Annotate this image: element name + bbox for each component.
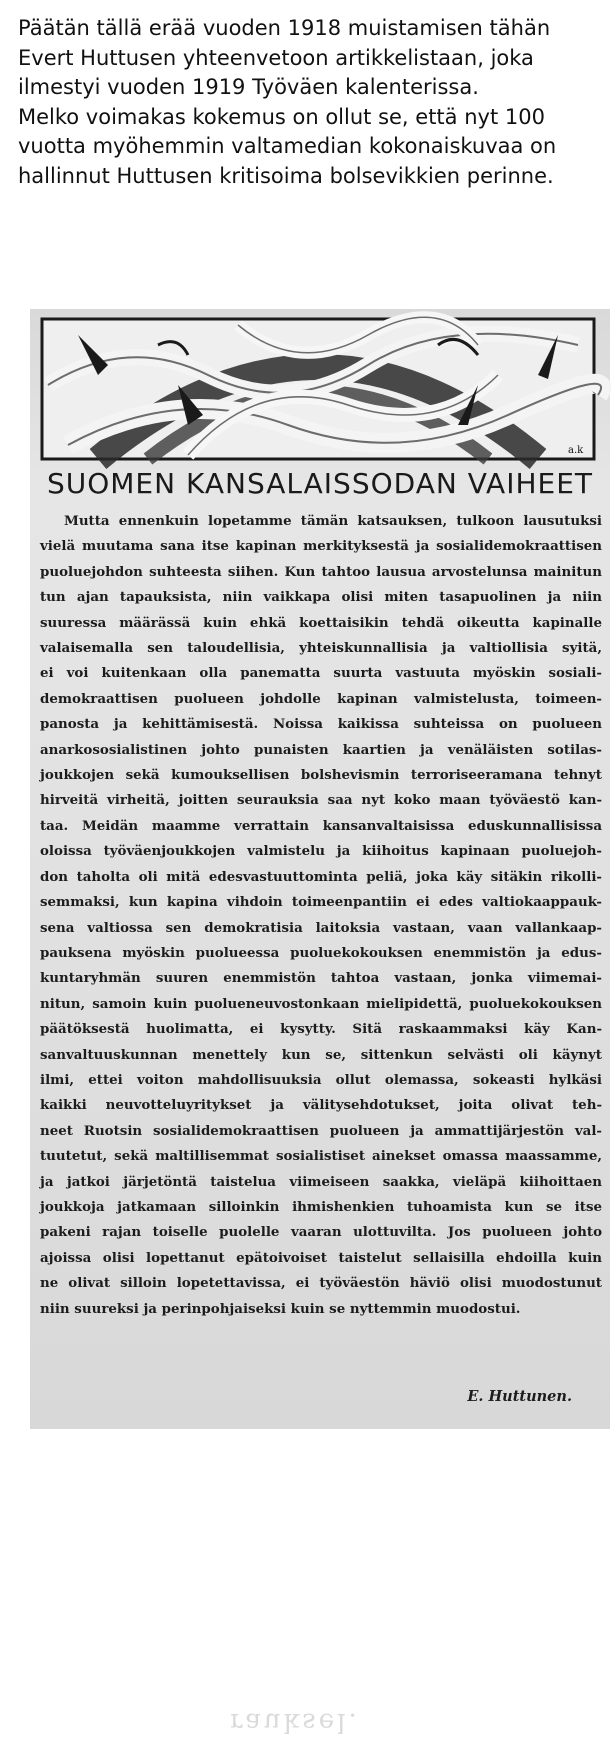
article-line: ja jatkoi järjetöntä taistelua viimeiseen saakka, vieläpä kiihoittaen: [40, 1173, 602, 1190]
article-line: pauksena myöskin puolueessa puoluekokouksen enemmistön ja edus-: [40, 944, 602, 961]
article-line: demokraattisen puolueen johdolle kapinan valmistelusta, toimeen-: [40, 690, 602, 707]
article-line: don taholta oli mitä edesvastuuttominta peliä, joka käy sitäkin rikolli-: [40, 868, 602, 885]
intro-paragraph-2: Melko voimakas kokemus on ollut se, että nyt 100 vuotta myöhemmin valtamedian kokonaiskuvaa on hallinnut Huttusen kritisoima bolsevikkien perinne.: [18, 104, 557, 188]
article-line: ne olivat silloin lopetettavissa, ei työväestön häviö olisi muodostunut: [40, 1275, 602, 1292]
article-line: joukkojen sekä kumouksellisen bolshevismin terroriseeramana tehnyt: [40, 767, 602, 784]
banner-monogram: a.k: [568, 445, 584, 456]
article-line: neet Ruotsin sosialidemokraattisen puolueen ja ammattijärjestön val-: [40, 1122, 602, 1139]
article-line: sena valtiossa sen demokratisia laitoksia vastaan, vaan vallankaap-: [40, 919, 602, 936]
article-line: panosta ja kehittämisestä. Noissa kaikissa suhteissa on puolueen: [40, 716, 602, 733]
article-line: niin suureksi ja perinpohjaiseksi kuin se nyttemmin muodostui.: [40, 1300, 521, 1317]
article-line: sanvaltuuskunnan menettely kun se, sittenkun selvästi oli käynyt: [40, 1046, 602, 1063]
article-line: vielä muutama sana itse kapinan merkityksestä ja sosialidemokraattisen: [40, 538, 602, 555]
article-line: tun ajan tapauksista, niin vaikkapa olisi miten tasapuolinen ja niin: [40, 589, 602, 606]
article-line: ajoissa olisi lopettanut epätoivoiset taistelut sellaisilla ehdoilla kuin: [40, 1249, 602, 1266]
article-line: oloissa työväenjoukkojen valmistelu ja kiihoitus kapinaan puoluejoh-: [40, 843, 602, 860]
article-signature: E. Huttunen.: [467, 1388, 572, 1405]
article-line: joukkoja jatkamaan silloinkin ihmishenkien tuhoamista kun se itse: [40, 1198, 602, 1215]
article-line: Mutta ennenkuin lopetamme tämän katsauksen, tulkoon lausutuksi: [64, 513, 602, 529]
decorative-banner-illustration: [38, 315, 598, 463]
article-line: tuutetut, sekä maltillisemmat sosialistiset ainekset omassa maassamme,: [40, 1148, 602, 1165]
intro-text: [18, 14, 608, 191]
article-line: kaikki neuvotteluyritykset ja välitysehdotukset, joita olivat teh-: [40, 1097, 602, 1114]
article-line: valaisemalla sen taloudellisia, yhteiskunnallisia ja valtiollisia syitä,: [40, 640, 602, 657]
article-line: päätöksestä huolimatta, ei kysytty. Sitä raskaammaksi käy Kan-: [40, 1021, 602, 1038]
newspaper-clipping: [30, 309, 610, 1737]
article-line: suuressa määrässä kuin ehkä koettaisikin tehdä oikeutta kapinalle: [40, 614, 602, 631]
article-line: puoluejohdon suhteesta siihen. Kun tahtoo lausua arvostelunsa mainitun: [40, 563, 602, 580]
article-line: ilmi, ettei voiton mahdollisuuksia ollut olemassa, sokeasti hylkäsi: [40, 1071, 602, 1088]
article-line: semmaksi, kun kapina vihdoin toimeenpantiin ei edes valtiokaappauk-: [40, 894, 602, 911]
article-line: anarkososialistinen johto punaisten kaartien ja venäläisten sotilas-: [40, 741, 602, 758]
article-line: nitun, samoin kuin puolueneuvostonkaan mielipidettä, puoluekokouksen: [40, 995, 602, 1012]
intro-paragraph-1: Päätän tällä erää vuoden 1918 muistamisen tähän Evert Huttusen yhteenvetoon artikkelistaan, joka ilmestyi vuoden 1919 Työväen kalenterissa.: [18, 16, 551, 99]
article-line: taa. Meidän maamme verrattain kansanvaltaisissa eduskunnallisissa: [40, 817, 602, 834]
article-line: kuntaryhmän suuren enemmistön tahtoa vastaan, jonka viimemai-: [40, 970, 602, 987]
bleed-through-text: rauksel.: [230, 1707, 360, 1737]
article-body: [40, 509, 602, 1322]
article-line: pakeni rajan toiselle puolelle vaaran ulottuvilta. Jos puolueen johto: [40, 1224, 602, 1241]
article-line: ei voi kuitenkaan olla panematta suurta vastuuta myöskin sosiali-: [40, 665, 602, 682]
article-heading: SUOMEN KANSALAISSODAN VAIHEET: [46, 467, 594, 500]
article-line: hirveitä virheitä, joitten seurauksia saa nyt koko maan työväestö kan-: [40, 792, 602, 809]
